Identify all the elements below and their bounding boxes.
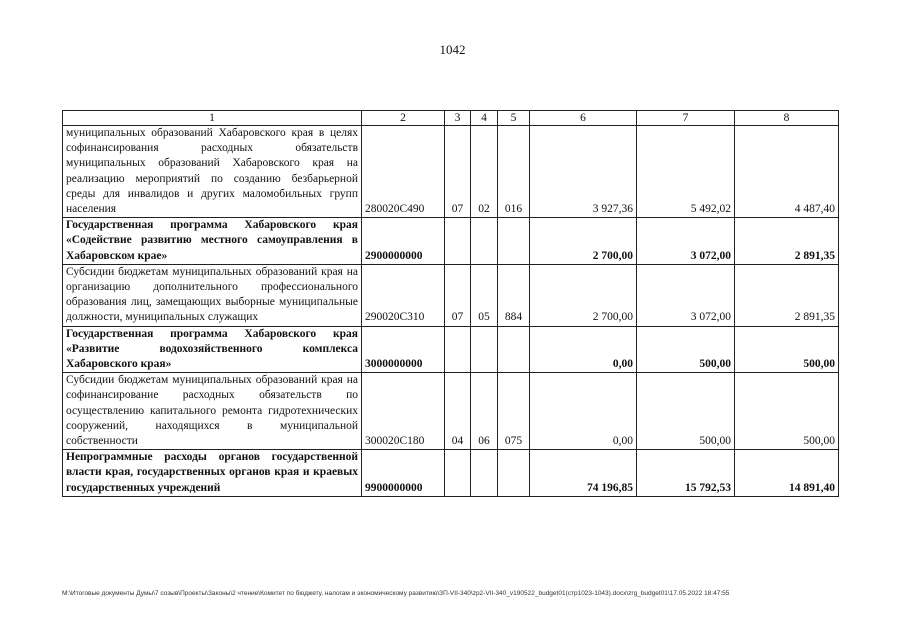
row-value-8: 500,00 <box>735 326 839 373</box>
row-value-6: 0,00 <box>530 326 637 373</box>
file-path-footer: M:\Итоговые документы Думы\7 созыв\Проекты\Законы\2 чтение\Комитет по бюджету, налогам и экономическому развитию\ЗП-VII-340\zp2-VII-340_v190522_budget01(стр1023-1043).docx\zrg_budget01\17.05.2022 18:47:55 <box>62 590 730 597</box>
row-subsection <box>471 450 498 497</box>
row-name: Субсидии бюджетам муниципальных образований края на софинансирование расходных обязательств по осуществлению капитального ремонта гидротехнических сооружений, находящихся в муниципальной собственности <box>63 373 362 450</box>
row-code: 9900000000 <box>362 450 445 497</box>
row-name: муниципальных образований Хабаровского края в целях софинансирования расходных обязательств муниципальных образований Хабаровского края на реализацию мероприятий по созданию безбарьерной среды для инвалидов и других маломобильных групп населения <box>63 126 362 218</box>
row-expense-type <box>498 450 530 497</box>
row-code: 300020С180 <box>362 373 445 450</box>
table-header-row <box>63 111 839 126</box>
row-section: 07 <box>445 264 471 326</box>
row-subsection: 02 <box>471 126 498 218</box>
column-header: 4 <box>471 111 498 126</box>
row-value-7: 5 492,02 <box>637 126 735 218</box>
row-value-7: 500,00 <box>637 326 735 373</box>
row-value-8: 500,00 <box>735 373 839 450</box>
row-value-6: 74 196,85 <box>530 450 637 497</box>
row-section <box>445 218 471 265</box>
row-value-7: 3 072,00 <box>637 264 735 326</box>
row-code: 2900000000 <box>362 218 445 265</box>
column-header: 3 <box>445 111 471 126</box>
row-section <box>445 326 471 373</box>
row-subsection <box>471 218 498 265</box>
row-expense-type: 884 <box>498 264 530 326</box>
column-header: 2 <box>362 111 445 126</box>
budget-table <box>62 110 839 497</box>
row-expense-type: 075 <box>498 373 530 450</box>
row-section <box>445 450 471 497</box>
row-code: 290020С310 <box>362 264 445 326</box>
row-section: 07 <box>445 126 471 218</box>
row-section: 04 <box>445 373 471 450</box>
column-header: 6 <box>530 111 637 126</box>
row-code: 3000000000 <box>362 326 445 373</box>
row-expense-type <box>498 326 530 373</box>
row-subsection <box>471 326 498 373</box>
row-value-6: 2 700,00 <box>530 218 637 265</box>
row-value-8: 14 891,40 <box>735 450 839 497</box>
table-row <box>63 450 839 497</box>
row-value-6: 2 700,00 <box>530 264 637 326</box>
row-code: 280020С490 <box>362 126 445 218</box>
row-value-7: 15 792,53 <box>637 450 735 497</box>
table-row <box>63 264 839 326</box>
row-name: Государственная программа Хабаровского края «Развитие водохозяйственного комплекса Хабаровского края» <box>63 326 362 373</box>
row-expense-type: 016 <box>498 126 530 218</box>
table-row <box>63 218 839 265</box>
column-header: 5 <box>498 111 530 126</box>
row-subsection: 05 <box>471 264 498 326</box>
row-name: Субсидии бюджетам муниципальных образований края на организацию дополнительного профессионального образования лиц, замещающих выборные муниципальные должности, муниципальных служащих <box>63 264 362 326</box>
row-value-8: 2 891,35 <box>735 218 839 265</box>
row-value-8: 2 891,35 <box>735 264 839 326</box>
row-subsection: 06 <box>471 373 498 450</box>
row-value-8: 4 487,40 <box>735 126 839 218</box>
row-name: Государственная программа Хабаровского края «Содействие развитию местного самоуправления в Хабаровском крае» <box>63 218 362 265</box>
row-expense-type <box>498 218 530 265</box>
row-value-7: 3 072,00 <box>637 218 735 265</box>
page-number: 1042 <box>439 42 466 57</box>
table-row <box>63 373 839 450</box>
column-header: 7 <box>637 111 735 126</box>
row-name: Непрограммные расходы органов государственной власти края, государственных органов края и краевых государственных учреждений <box>63 450 362 497</box>
column-header: 1 <box>63 111 362 126</box>
table-row <box>63 126 839 218</box>
column-header: 8 <box>735 111 839 126</box>
table-row <box>63 326 839 373</box>
row-value-6: 0,00 <box>530 373 637 450</box>
row-value-6: 3 927,36 <box>530 126 637 218</box>
row-value-7: 500,00 <box>637 373 735 450</box>
